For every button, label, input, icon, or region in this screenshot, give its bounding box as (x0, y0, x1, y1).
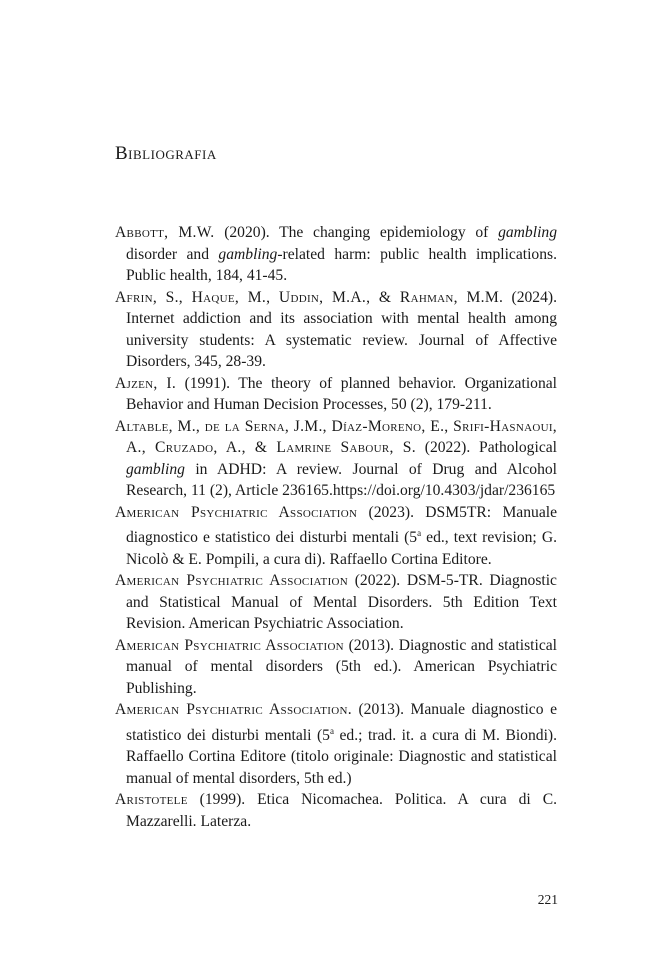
entry-author: American Psychiatric Association. (115, 701, 352, 719)
entry-author: Afrin, S., Haque, M., Uddin, M.A., & Rahman, M.M. (115, 288, 504, 306)
bibliography-entry (115, 222, 557, 287)
bibliography-entry (115, 570, 557, 635)
entry-author: Abbott, M.W. (115, 224, 215, 241)
entry-author: Altable, M., de la Serna, J.M., Díaz-Moreno, E., Srifi-Hasnaoui, A., Cruzado, A., & Lamrine Sabour, S. (115, 417, 557, 456)
entry-citation: (2022). DSM-5-TR. Diagnostic and Statistical Manual of Mental Disorders. 5th Edition Text Revision. American Psychiatric Association. (126, 572, 557, 633)
bibliography-entry (115, 373, 557, 416)
entry-citation: (2024). Internet addiction and its association with mental health among university students: A systematic review. Journal of Affective Disorders, 345, 28-39. (126, 288, 557, 370)
bibliography-entry (115, 699, 557, 789)
entry-author: American Psychiatric Association (115, 503, 358, 521)
entry-citation: (2013). Diagnostic and statistical manual of mental disorders (5th ed.). American Psychiatric Publishing. (126, 636, 557, 697)
page-number: 221 (537, 892, 558, 907)
entry-author: American Psychiatric Association (115, 636, 344, 654)
entry-citation: (2023). DSM5TR: Manuale diagnostico e statistico dei disturbi mentali (5$^a$ ed., text revision; G. Nicolò & E. Pompili, a cura di). Raffaello Cortina Editore. (126, 503, 557, 568)
bibliography-entry (115, 789, 557, 832)
entry-citation: (1991). The theory of planned behavior. Organizational Behavior and Human Decision Processes, 50 (2), 179-211. (126, 374, 557, 413)
bibliography-entry (115, 635, 557, 700)
bibliography-list (115, 222, 557, 832)
entry-citation: (2022). Pathological gambling in ADHD: A review. Journal of Drug and Alcohol Research, 11 (2), Article 236165.https://doi.org/10.4303/jdar/236165 (126, 439, 557, 499)
entry-citation: (2013). Manuale diagnostico e statistico dei disturbi mentali (5$^a$ ed.; trad. it. a cura di M. Biondi). Raffaello Cortina Editore (titolo originale: Diagnostic and statistical manual of mental disorders, 5th ed.) (126, 701, 557, 787)
entry-citation: (1999). Etica Nicomachea. Politica. A cura di C. Mazzarelli. Laterza. (126, 791, 557, 830)
entry-citation: (2020). The changing epidemiology of gambling disorder and gambling-related harm: public health implications. Public health, 184, 41-45. (126, 224, 557, 284)
page-title: Bibliografia (115, 143, 217, 164)
bibliography-entry (115, 502, 557, 571)
entry-author: Aristotele (115, 791, 188, 809)
entry-author: American Psychiatric Association (115, 572, 349, 590)
entry-author: Ajzen, I. (115, 374, 177, 392)
bibliography-entry (115, 287, 557, 373)
bibliography-entry (115, 416, 557, 502)
